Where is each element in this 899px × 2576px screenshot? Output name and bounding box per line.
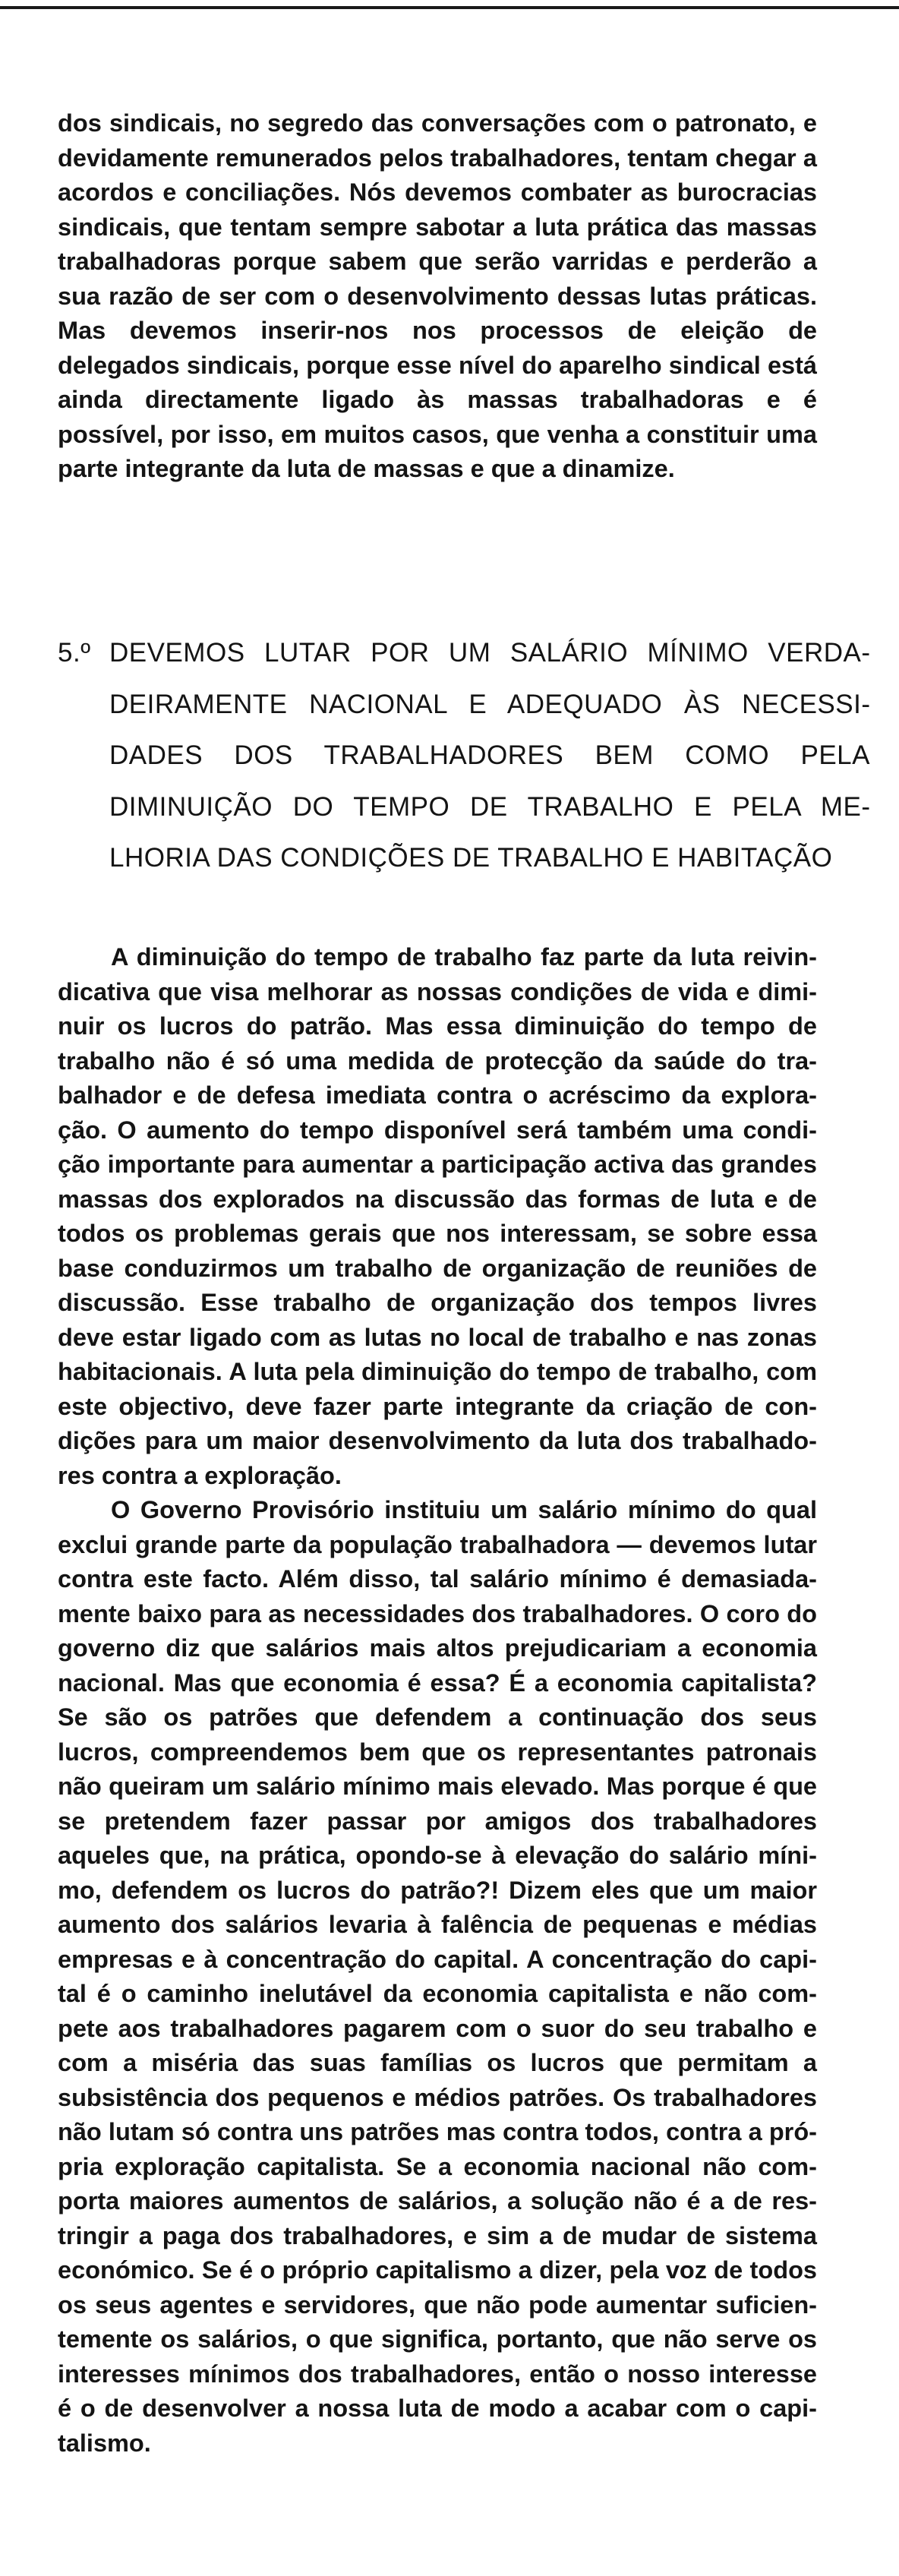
section-number: 5.º xyxy=(58,638,91,668)
body-paragraph: O Governo Provisório instituiu um salário mínimo do qual exclui grande parte da população trabalhadora — devemos lutar contra este facto. Além disso, tal salário mínimo é demasiadamente baixo para as necessidades dos trabalhadores. O coro do governo diz que salários mais altos prejudicariam a economia nacional. Mas que economia é essa? É a economia capitalista? Se são os patrões que defendem a continuação dos seus lucros, compreendemos bem que os representantes patronais não queiram um salário mínimo mais elevado. Mas porque é que se pretendem fazer passar por amigos dos trabalhadores aqueles que, na prática, opondo-se à elevação do salário mínimo, defendem os lucros do patrão?! Dizem eles que um maior aumento dos salários levaria à falência de pequenas e médias empresas e à concentração do capital. A concentração do capital é o caminho inelutável da economia capitalista e não compete aos trabalhadores pagarem com o suor do seu trabalho e com a miséria das suas famílias os lucros que permitam a subsistência dos pequenos e médios patrões. Os trabalhadores não lutam só contra uns patrões mas contra todos, contra a própria exploração capitalista. Se a economia nacional não comporta maiores aumentos de salários, a solução não é a de restringir a paga dos trabalhadores, e sim a de mudar de sistema económico. Se é o próprio capitalismo a dizer, pela voz de todos os seus agentes e servidores, que não pode aumentar suficientemente os salários, o que significa, portanto, que não serve os interesses mínimos dos trabalhadores, então o nosso interesse é o de desenvolver a nossa luta de modo a acabar com o capitalismo. xyxy=(58,1496,817,2457)
body-paragraph: A diminuição do tempo de trabalho faz parte da luta reivindicativa que visa melhorar as nossas condições de vida e diminuir os lucros do patrão. Mas essa diminuição do tempo de trabalho não é só uma medida de protecção da saúde do trabalhador e de defesa imediata contra o acréscimo da exploração. O aumento do tempo disponível será também uma condição importante para aumentar a participação activa das grandes massas dos explorados na discussão das formas de luta e de todos os problemas gerais que nos interessam, se sobre essa base conduzirmos um trabalho de organização de reuniões de discussão. Esse trabalho de organização dos tempos livres deve estar ligado com as lutas no local de trabalho e nas zonas habitacionais. A luta pela diminuição do tempo de trabalho, com este objectivo, deve fazer parte integrante da criação de condições para um maior desenvolvimento da luta dos trabalhadores contra a exploração. xyxy=(58,943,817,1489)
top-rule xyxy=(0,6,899,9)
continued-paragraph: dos sindicais, no segredo das conversações com o patronato, e devidamente remunerados pelos trabalhadores, tentam chegar a acordos e conciliações. Nós devemos combater as burocracias sindicais, que tentam sempre sabotar a luta prática das massas trabalhadoras porque sabem que serão varridas e perderão a sua razão de ser com o desenvolvimento dessas lutas práticas. Mas devemos inserir-nos nos processos de eleição de delegados sindicais, porque esse nível do aparelho sindical está ainda directamente ligado às massas trabalhadoras e é possível, por isso, em muitos casos, que venha a constituir uma parte integrante da luta de massas e que a dinamize. xyxy=(58,109,817,482)
section-title: DEVEMOS LUTAR POR UM SALÁRIO MÍNIMO VERDADEIRAMENTE NACIONAL E ADEQUADO ÀS NECESSIDADES DOS TRABALHADORES BEM COMO PELA DIMINUIÇÃO DO TEMPO DE TRABALHO E PELA MELHORIA DAS CONDIÇÕES DE TRABALHO E HABITAÇÃO xyxy=(109,638,870,873)
continuation-block xyxy=(58,106,817,487)
section-body xyxy=(58,940,817,2461)
